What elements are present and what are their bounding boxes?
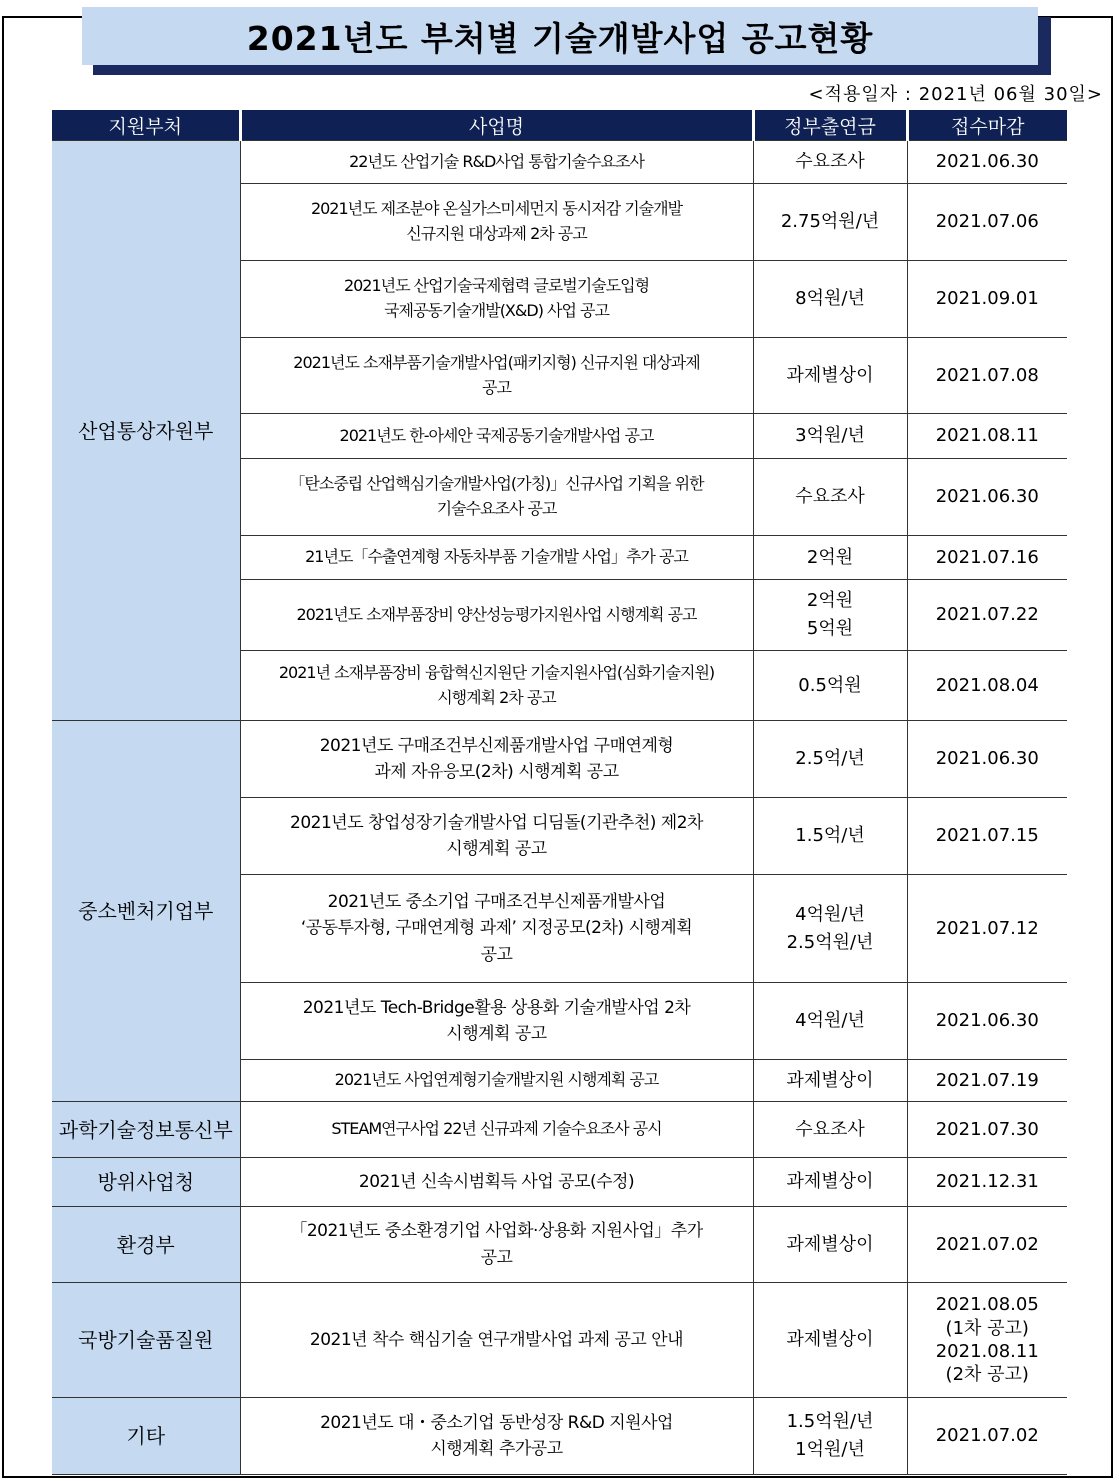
funding-cell: 2.75억원/년 (753, 184, 907, 261)
header-dept: 지원부처 (52, 110, 240, 141)
project-name: 2021년도 대・중소기업 동반성장 R&D 지원사업 시행계획 추가공고 (240, 1398, 753, 1475)
deadline-cell: 2021.07.08 (907, 338, 1067, 414)
deadline-cell: 2021.07.02 (907, 1207, 1067, 1283)
announcement-table (52, 110, 1067, 1475)
funding-cell: 1.5억원/년 1억원/년 (753, 1398, 907, 1475)
project-name: 2021년도 중소기업 구매조건부신제품개발사업 ‘공동투자형, 구매연계형 과제’ 지정공모(2차) 시행계획 공고 (240, 875, 753, 983)
project-name: 2021년도 Tech-Bridge활용 상용화 기술개발사업 2차 시행계획 공고 (240, 983, 753, 1060)
deadline-cell: 2021.07.12 (907, 875, 1067, 983)
funding-cell: 4억원/년 2.5억원/년 (753, 875, 907, 983)
project-name: 2021년도 한-아세안 국제공동기술개발사업 공고 (240, 414, 753, 459)
deadline-cell: 2021.08.11 (907, 414, 1067, 459)
funding-cell: 3억원/년 (753, 414, 907, 459)
deadline-cell: 2021.07.22 (907, 580, 1067, 651)
deadline-cell: 2021.06.30 (907, 983, 1067, 1060)
funding-cell: 과제별상이 (753, 1158, 907, 1207)
deadline-cell: 2021.07.30 (907, 1102, 1067, 1158)
project-name: STEAM연구사업 22년 신규과제 기술수요조사 공시 (240, 1102, 753, 1158)
table-row (52, 1398, 1067, 1475)
deadline-cell: 2021.07.06 (907, 184, 1067, 261)
project-name: 「2021년도 중소환경기업 사업화·상용화 지원사업」추가 공고 (240, 1207, 753, 1283)
header-row (52, 110, 1067, 141)
table-row (52, 1207, 1067, 1283)
funding-cell: 4억원/년 (753, 983, 907, 1060)
project-name: 「탄소중립 산업핵심기술개발사업(가칭)」신규사업 기획을 위한 기술수요조사 공고 (240, 459, 753, 536)
funding-cell: 수요조사 (753, 459, 907, 536)
deadline-cell: 2021.12.31 (907, 1158, 1067, 1207)
funding-cell: 수요조사 (753, 141, 907, 184)
project-name: 2021년도 구매조건부신제품개발사업 구매연계형 과제 자유응모(2차) 시행계획 공고 (240, 721, 753, 798)
project-name: 2021년도 제조분야 온실가스미세먼지 동시저감 기술개발 신규지원 대상과제 2차 공고 (240, 184, 753, 261)
deadline-cell: 2021.07.02 (907, 1398, 1067, 1475)
project-name: 2021년도 소재부품장비 양산성능평가지원사업 시행계획 공고 (240, 580, 753, 651)
table-row (52, 721, 1067, 798)
deadline-cell: 2021.07.19 (907, 1060, 1067, 1102)
project-name: 2021년 소재부품장비 융합혁신지원단 기술지원사업(심화기술지원) 시행계획 2차 공고 (240, 651, 753, 721)
header-name: 사업명 (240, 110, 753, 141)
funding-cell: 과제별상이 (753, 1060, 907, 1102)
project-name: 2021년도 창업성장기술개발사업 디딤돌(기관추천) 제2차 시행계획 공고 (240, 798, 753, 875)
project-name: 2021년도 산업기술국제협력 글로벌기술도입형 국제공동기술개발(X&D) 사업 공고 (240, 261, 753, 338)
project-name: 21년도「수출연계형 자동차부품 기술개발 사업」추가 공고 (240, 536, 753, 580)
funding-cell: 1.5억/년 (753, 798, 907, 875)
deadline-cell: 2021.07.15 (907, 798, 1067, 875)
funding-cell: 2억원 (753, 536, 907, 580)
funding-cell: 과제별상이 (753, 1283, 907, 1398)
table-row (52, 141, 1067, 184)
project-name: 22년도 산업기술 R&D사업 통합기술수요조사 (240, 141, 753, 184)
deadline-cell: 2021.08.05 (1차 공고) 2021.08.11 (2차 공고) (907, 1283, 1067, 1398)
dept-cell: 기타 (52, 1398, 240, 1475)
funding-cell: 수요조사 (753, 1102, 907, 1158)
funding-cell: 2.5억/년 (753, 721, 907, 798)
project-name: 2021년 신속시범획득 사업 공모(수정) (240, 1158, 753, 1207)
deadline-cell: 2021.06.30 (907, 459, 1067, 536)
dept-cell: 방위사업청 (52, 1158, 240, 1207)
funding-cell: 8억원/년 (753, 261, 907, 338)
dept-cell: 중소벤처기업부 (52, 721, 240, 1102)
deadline-cell: 2021.08.04 (907, 651, 1067, 721)
effective-date: <적용일자 : 2021년 06월 30일> (808, 84, 1103, 105)
project-name: 2021년도 사업연계형기술개발지원 시행계획 공고 (240, 1060, 753, 1102)
table-row (52, 1283, 1067, 1398)
deadline-cell: 2021.09.01 (907, 261, 1067, 338)
deadline-cell: 2021.06.30 (907, 141, 1067, 184)
deadline-cell: 2021.06.30 (907, 721, 1067, 798)
dept-cell: 산업통상자원부 (52, 141, 240, 721)
dept-cell: 과학기술정보통신부 (52, 1102, 240, 1158)
page-title: 2021년도 부처별 기술개발사업 공고현황 (82, 7, 1038, 65)
funding-cell: 2억원 5억원 (753, 580, 907, 651)
funding-cell: 과제별상이 (753, 338, 907, 414)
header-deadline: 접수마감 (907, 110, 1067, 141)
project-name: 2021년 착수 핵심기술 연구개발사업 과제 공고 안내 (240, 1283, 753, 1398)
table-row (52, 1102, 1067, 1158)
funding-cell: 과제별상이 (753, 1207, 907, 1283)
dept-cell: 환경부 (52, 1207, 240, 1283)
deadline-cell: 2021.07.16 (907, 536, 1067, 580)
table-row (52, 1158, 1067, 1207)
funding-cell: 0.5억원 (753, 651, 907, 721)
header-funding: 정부출연금 (753, 110, 907, 141)
dept-cell: 국방기술품질원 (52, 1283, 240, 1398)
project-name: 2021년도 소재부품기술개발사업(패키지형) 신규지원 대상과제 공고 (240, 338, 753, 414)
